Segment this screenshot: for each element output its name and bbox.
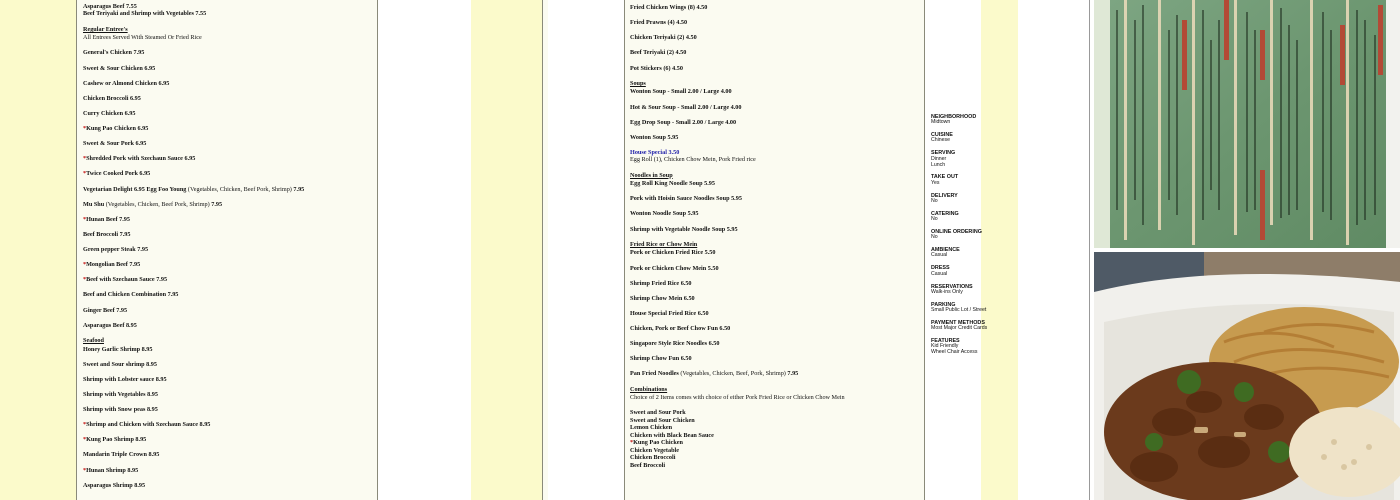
menu-item-name: Shrimp with Snow peas 8.95 [83, 406, 158, 414]
menu-item [630, 447, 920, 454]
menu-item [83, 261, 373, 268]
menu-item-name: Asparagus Shrimp 8.95 [83, 481, 146, 489]
menu-item [630, 195, 920, 202]
menu-item [630, 424, 920, 431]
menu-item-name: Beef and Chicken Combination 7.95 [83, 291, 179, 299]
menu-item-name: Kung Pao Chicken 6.95 [86, 125, 149, 133]
menu-item-name: Chicken, Pork or Beef Chow Fun 6.50 [630, 325, 731, 333]
menu-item-options: (Vegetables, Chicken, Beef Pork, Shrimp) [105, 200, 210, 208]
menu-section-note: Choice of 2 Items comes with choice of either Pork Fried Rice or Chicken Chow Mein [630, 394, 845, 402]
info-label: PARKING [931, 301, 956, 308]
menu-section-heading: Fried Rice or Chow Mein [630, 241, 698, 248]
menu-item [83, 110, 373, 117]
menu-item [630, 265, 920, 272]
menu-item-name: Shrimp Chow Mein 6.50 [630, 294, 695, 302]
menu-item-name: Sweet & Sour Chicken 6.95 [83, 64, 156, 72]
menu-item [630, 454, 920, 461]
info-label: AMBIENCE [931, 247, 960, 254]
menu-item [83, 482, 373, 489]
menu-item-name: Pork or Chicken Chow Mein 5.50 [630, 264, 719, 272]
menu-item [83, 155, 373, 162]
menu-item-name: Mandarin Triple Crown 8.95 [83, 451, 160, 459]
menu-item-name: Shrimp with Vegetables 8.95 [83, 390, 158, 398]
info-value: Yes [931, 179, 940, 186]
spicy-star-icon: * [630, 439, 634, 447]
info-value: No [931, 234, 938, 241]
menu-item-name: House Special 3.50 [630, 148, 680, 156]
menu-item-name: House Special Fried Rice 6.50 [630, 309, 709, 317]
food-photo[interactable] [1094, 252, 1400, 500]
menu-item-name: General's Chicken 7.95 [83, 49, 145, 57]
menu-item [83, 231, 373, 238]
menu-item-name: Ginger Beef 7.95 [83, 306, 128, 314]
menu-item [630, 340, 920, 347]
menu-item [630, 134, 920, 141]
menu-item [630, 226, 920, 233]
menu-item [630, 249, 920, 256]
info-value: Dinner Lunch [931, 155, 947, 168]
menu-item [83, 467, 373, 474]
info-value: Midtown [931, 119, 951, 126]
menu-item [630, 104, 920, 111]
menu-item [83, 95, 373, 102]
menu-item [83, 421, 373, 428]
spicy-star-icon: * [83, 155, 87, 163]
menu-item-price: 7.95 [293, 185, 305, 193]
menu-item [630, 34, 920, 41]
menu-item-options: (Vegetables, Chicken, Beef, Pork, Shrimp) [680, 370, 786, 378]
menu-item-name: Hunan Shrimp 8.95 [86, 466, 139, 474]
menu-item-name: Chicken Teriyaki (2) 4.50 [630, 34, 697, 42]
menu-item [630, 65, 920, 72]
menu-section-heading: Noodles in Soup [630, 171, 673, 179]
menu-item [83, 186, 373, 193]
menu-item-name: Chicken Vegetable [630, 446, 679, 454]
menu-item [630, 88, 920, 95]
gutter-yellow-left [471, 0, 542, 500]
menu-item-name: Pan Fried Noodles [630, 370, 679, 378]
info-value: No [931, 216, 938, 223]
menu-item [630, 462, 920, 469]
menu-item [83, 322, 373, 329]
menu-item-name: Green pepper Steak 7.95 [83, 246, 149, 254]
menu-item-name: Lemon Chicken [630, 424, 673, 432]
menu-item-name: Shrimp Fried Rice 6.50 [630, 279, 692, 287]
menu-item [630, 325, 920, 332]
menu-item-name: Hunan Beef 7.95 [86, 215, 130, 223]
menu-item-name: Pork or Chicken Fried Rice 5.50 [630, 249, 716, 257]
menu-item-name: Shrimp and Chicken with Szechaun Sauce 8.95 [86, 421, 211, 429]
menu-item-name: Sweet and Sour shrimp 8.95 [83, 360, 157, 368]
spicy-star-icon: * [83, 466, 87, 474]
info-value: Casual [931, 252, 948, 259]
menu-item-name: Beef Broccoli [630, 461, 666, 469]
menu-item [630, 119, 920, 126]
menu-item-name: Sweet & Sour Pork 6.95 [83, 140, 147, 148]
menu-item [630, 439, 920, 446]
menu-item-name: Beef Teriyaki and Shrimp with Vegetables 7.55 [83, 10, 207, 18]
info-value: Kid Friendly Wheel Chair Access [931, 343, 978, 356]
menu-item [83, 376, 373, 383]
menu-item-name: Sweet and Sour Pork [630, 409, 686, 417]
menu-section-heading: Combinations [630, 385, 668, 393]
menu-item [83, 125, 373, 132]
spicy-star-icon: * [83, 261, 87, 269]
menu-item [83, 276, 373, 283]
menu-item-name: Cashew or Almond Chicken 6.95 [83, 79, 170, 87]
menu-item [83, 10, 373, 17]
menu-item [630, 210, 920, 217]
menu-item-name: Hot & Sour Soup - Small 2.00 / Large 4.00 [630, 103, 742, 111]
info-label: RESERVATIONS [931, 283, 973, 290]
menu-item-name: Curry Chicken 6.95 [83, 109, 136, 117]
menu-item [83, 451, 373, 458]
menu-item [83, 201, 373, 208]
menu-item [630, 149, 920, 156]
right-menu-list [630, 4, 920, 469]
menu-item-name: Shredded Pork with Szechaun Sauce 6.95 [86, 155, 196, 163]
menu-item-name: Wonton Soup - Small 2.00 / Large 4.00 [630, 88, 732, 96]
menu-board-photo[interactable] [1094, 0, 1400, 248]
info-label: CATERING [931, 210, 959, 217]
menu-section-note: All Entrees Served With Steamed Or Fried Rice [83, 34, 202, 42]
menu-item-name: Asparagus Beef 7.55 [83, 3, 137, 10]
menu-item [83, 406, 373, 413]
spicy-star-icon: * [83, 215, 87, 223]
info-label: NEIGHBORHOOD [931, 114, 977, 120]
info-label: TAKE OUT [931, 174, 959, 181]
menu-section-heading: Soups [630, 79, 646, 87]
info-label: DRESS [931, 265, 950, 272]
info-label: FEATURES [931, 338, 960, 345]
spicy-star-icon: * [83, 125, 87, 133]
menu-item [83, 291, 373, 298]
menu-item-name: Egg Roll King Noodle Soup 5.95 [630, 180, 715, 188]
info-label: DELIVERY [931, 192, 958, 199]
info-label: PAYMENT METHODS [931, 319, 985, 326]
food-image [1094, 252, 1400, 500]
menu-item [630, 417, 920, 424]
menu-item-name: Chicken Broccoli 6.95 [83, 94, 141, 102]
menu-item [630, 295, 920, 302]
middle-menu-panel [542, 0, 548, 500]
restaurant-info-list [931, 114, 987, 362]
menu-item [83, 140, 373, 147]
menu-item-name: Honey Garlic Shrimp 8.95 [83, 345, 153, 353]
spicy-star-icon: * [83, 436, 87, 444]
menu-item [630, 409, 920, 416]
menu-item [83, 307, 373, 314]
menu-item [83, 80, 373, 87]
menu-item-name: Pork with Hoisin Sauce Noodles Soup 5.95 [630, 195, 742, 203]
menu-section-heading: Regular Entree's [83, 25, 128, 33]
menu-item-name: Beef Teriyaki (2) 4.50 [630, 49, 687, 57]
info-label: SERVING [931, 150, 956, 157]
info-value: Walk-ins Only [931, 288, 963, 295]
menu-section-heading: Seafood [83, 337, 104, 345]
menu-item-price: 7.95 [211, 200, 223, 208]
menu-item [83, 216, 373, 223]
menu-item-name: Wonton Noodle Soup 5.95 [630, 210, 699, 218]
info-value: No [931, 197, 938, 204]
menu-item-name: Twice Cooked Pork 6.95 [86, 170, 151, 178]
left-menu-list [83, 3, 373, 497]
menu-item-name: Fried Chicken Wings (8) 4.50 [630, 4, 708, 11]
menu-item [83, 170, 373, 177]
info-value: Most Major Credit Cards [931, 325, 988, 332]
menu-item [83, 246, 373, 253]
menu-item [83, 436, 373, 443]
menu-item [630, 370, 920, 377]
info-value: Small Public Lot / Street [931, 306, 987, 313]
menu-item-name: Shrimp with Vegetable Noodle Soup 5.95 [630, 225, 738, 233]
menu-item-name: Wonton Soup 5.95 [630, 133, 679, 141]
menu-item-name: Mongolian Beef 7.95 [86, 261, 141, 269]
menu-item [83, 3, 373, 10]
info-value: Casual [931, 270, 948, 277]
right-divider [1089, 0, 1090, 500]
menu-item-name: Mu Shu [83, 200, 105, 208]
menu-item-name: Shrimp Chow Fun 6.50 [630, 355, 692, 363]
menu-item [630, 280, 920, 287]
menu-item-name: Beef Broccoli 7.95 [83, 230, 131, 238]
menu-item-name: Egg Drop Soup - Small 2.00 / Large 4.00 [630, 118, 737, 126]
menu-item [83, 65, 373, 72]
menu-item-name: Fried Prawns (4) 4.50 [630, 19, 688, 27]
menu-item [630, 49, 920, 56]
menu-item-name: Sweet and Sour Chicken [630, 416, 695, 424]
menu-item [83, 361, 373, 368]
menu-item-name: Singapore Style Rice Noodles 6.50 [630, 340, 720, 348]
menu-section-note: Egg Roll (1), Chicken Chow Mein, Pork Fried rice [630, 156, 756, 164]
left-yellow-margin [0, 0, 76, 500]
info-label: CUISINE [931, 132, 953, 139]
menu-item [630, 180, 920, 187]
info-value: Chinese [931, 137, 951, 144]
menu-item [630, 310, 920, 317]
spicy-star-icon: * [83, 421, 87, 429]
spicy-star-icon: * [83, 170, 87, 178]
menu-item-name: Pot Stickers (6) 4.50 [630, 64, 683, 72]
menu-item [630, 19, 920, 26]
menu-item-name: Shrimp with Lobster sauce 8.95 [83, 375, 167, 383]
spicy-star-icon: * [83, 276, 87, 284]
menu-item-name: Kung Pao Shrimp 8.95 [86, 436, 147, 444]
menu-item-name: Kung Pao Chicken [633, 439, 683, 447]
menu-item [630, 4, 920, 11]
menu-item-options: (Vegetables, Chicken, Beef Pork, Shrimp) [187, 185, 292, 193]
menu-item-name: Asparagus Beef 8.95 [83, 321, 137, 329]
menu-board-image [1094, 0, 1400, 248]
menu-item [83, 346, 373, 353]
menu-item-price: 7.95 [787, 370, 799, 378]
menu-item [83, 391, 373, 398]
menu-item [630, 432, 920, 439]
menu-item-name: Vegetarian Delight 6.95 Egg Foo Young [83, 185, 187, 193]
menu-item-name: Chicken Broccoli [630, 454, 676, 462]
menu-item [83, 49, 373, 56]
menu-item-name: Chicken with Black Bean Sauce [630, 431, 714, 439]
menu-item [630, 355, 920, 362]
menu-item-name: Beef with Szechaun Sauce 7.95 [86, 276, 168, 284]
info-label: ONLINE ORDERING [931, 229, 982, 235]
